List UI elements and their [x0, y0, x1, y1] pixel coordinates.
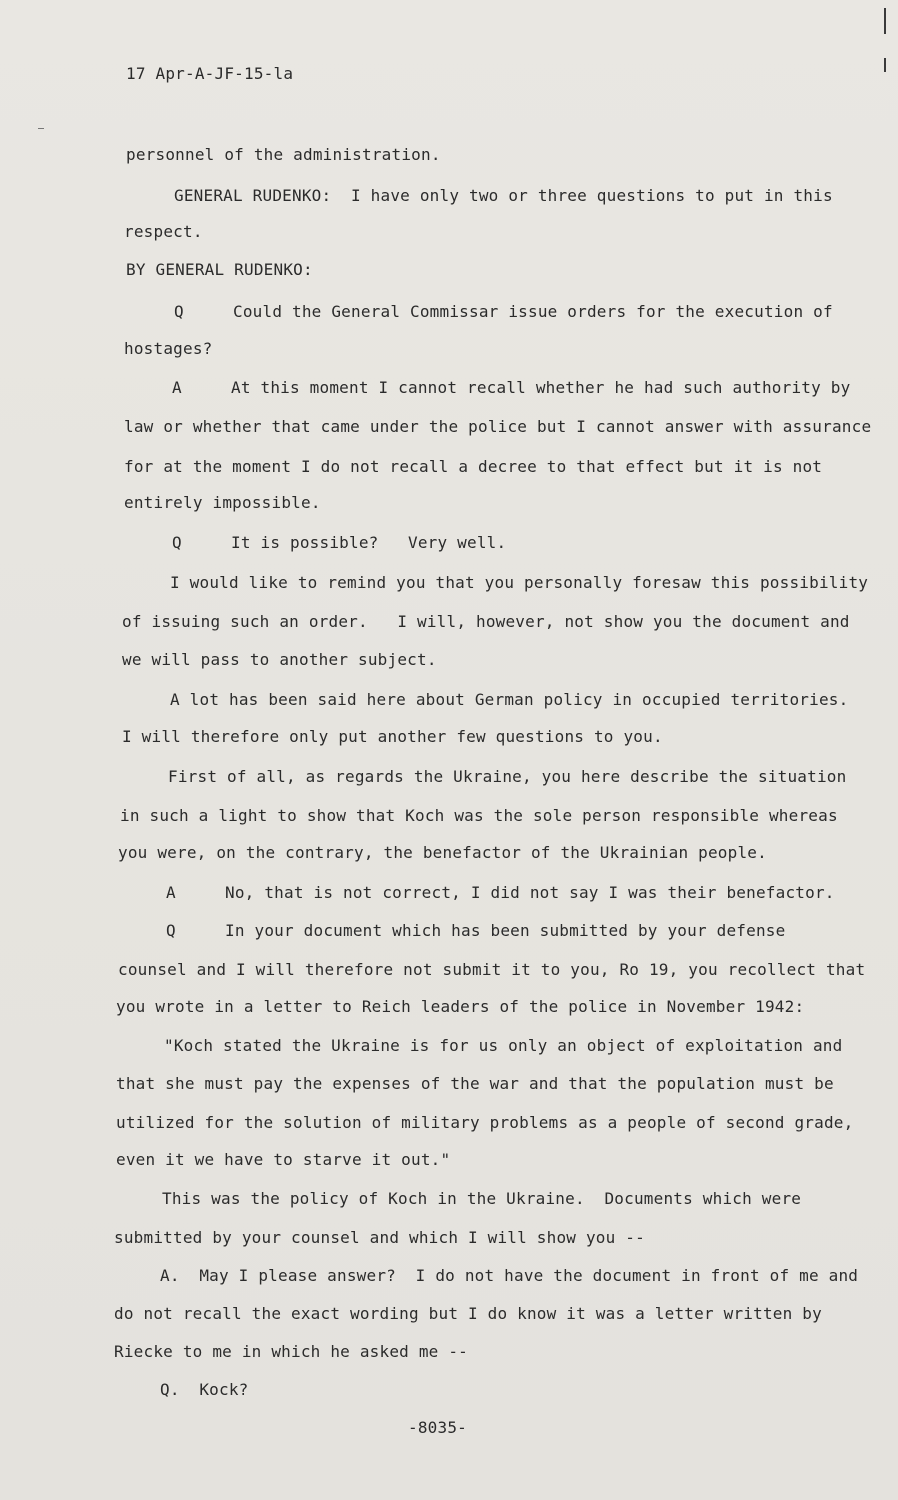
quote-line: "Koch stated the Ukraine is for us only an object of exploitation and — [164, 1036, 843, 1055]
text-line: entirely impossible. — [124, 493, 321, 512]
text-line: A At this moment I cannot recall whether he had such authority by — [172, 378, 851, 397]
text-line: you were, on the contrary, the benefactor of the Ukrainian people. — [118, 843, 767, 862]
page-header: 17 Apr-A-JF-15-la — [126, 64, 294, 83]
quote-line: utilized for the solution of military problems as a people of second grade, — [116, 1113, 854, 1132]
text-line: A No, that is not correct, I did not say I was their benefactor. — [166, 883, 835, 902]
text-line: for at the moment I do not recall a decree to that effect but it is not — [124, 457, 823, 476]
text-line: A lot has been said here about German policy in occupied territories. — [170, 690, 849, 709]
text-line: respect. — [124, 222, 203, 241]
text-line: personnel of the administration. — [126, 145, 441, 164]
text-line: This was the policy of Koch in the Ukraine. Documents which were — [162, 1189, 802, 1208]
text-line: submitted by your counsel and which I will show you -- — [114, 1228, 645, 1247]
text-line: of issuing such an order. I will, however, not show you the document and — [122, 612, 850, 631]
text-line: law or whether that came under the police but I cannot answer with assurance — [124, 417, 872, 436]
text-line: First of all, as regards the Ukraine, you here describe the situation — [168, 767, 847, 786]
text-line: Q It is possible? Very well. — [172, 533, 507, 552]
text-line: you wrote in a letter to Reich leaders of the police in November 1942: — [116, 997, 805, 1016]
text-line: Q Could the General Commissar issue orders for the execution of — [174, 302, 833, 321]
text-line: counsel and I will therefore not submit it to you, Ro 19, you recollect that — [118, 960, 866, 979]
text-line: I would like to remind you that you personally foresaw this possibility — [170, 573, 869, 592]
text-line: we will pass to another subject. — [122, 650, 437, 669]
text-line: Q In your document which has been submitted by your defense — [166, 921, 786, 940]
quote-line: that she must pay the expenses of the war and that the population must be — [116, 1074, 834, 1093]
margin-tick — [38, 128, 44, 129]
text-line: Q. Kock? — [160, 1380, 249, 1399]
text-line: A. May I please answer? I do not have the document in front of me and — [160, 1266, 859, 1285]
text-line: do not recall the exact wording but I do know it was a letter written by — [114, 1304, 822, 1323]
text-line: I will therefore only put another few questions to you. — [122, 727, 663, 746]
edge-mark-middle — [884, 58, 886, 72]
quote-line: even it we have to starve it out." — [116, 1150, 451, 1169]
text-line: GENERAL RUDENKO: I have only two or three questions to put in this — [174, 186, 833, 205]
text-line: in such a light to show that Koch was the sole person responsible whereas — [120, 806, 838, 825]
text-line: BY GENERAL RUDENKO: — [126, 260, 313, 279]
text-line: Riecke to me in which he asked me -- — [114, 1342, 468, 1361]
edge-mark-top — [884, 8, 886, 34]
text-line: hostages? — [124, 339, 213, 358]
page-number: -8035- — [408, 1418, 467, 1437]
